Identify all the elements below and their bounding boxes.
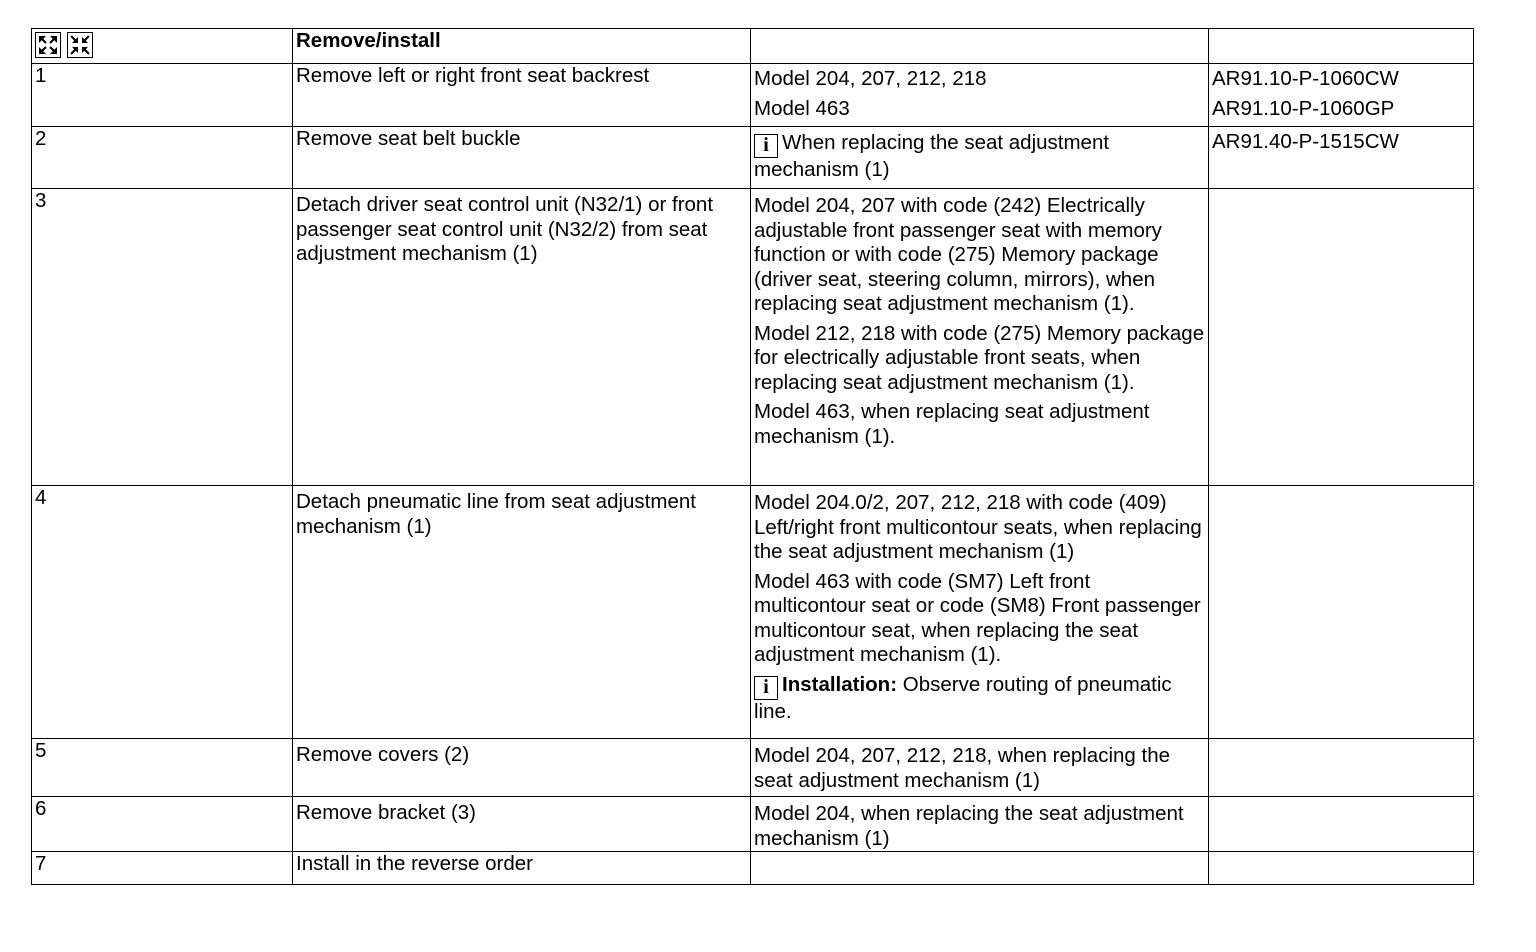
note-paragraph: Model 463, when replacing seat adjustment mechanism (1). [754,400,1150,448]
step-text: Detach pneumatic line from seat adjustment mechanism (1) [293,486,751,739]
refs-cell [1209,189,1474,486]
notes-cell [751,739,1209,797]
note-paragraph: Model 204.0/2, 207, 212, 218 with code (409) Left/right front multicontour seats, when replacing the seat adjustment mechanism (1) [754,491,1202,563]
refs-cell [1209,739,1474,797]
table-row [32,64,1474,127]
step-text: Remove seat belt buckle [293,127,751,189]
note-text: When replacing the seat adjustment mechanism (1) [754,131,1110,181]
step-text: Remove covers (2) [293,739,751,797]
header-empty-cell [1209,29,1474,64]
header-controls-cell [32,29,293,64]
note-paragraph: Model 463 with code (SM7) Left front multicontour seat or code (SM8) Front passenger multicontour seat, when replacing the seat adjustment mechanism (1). [754,569,1201,666]
step-number: 2 [32,127,293,189]
refs-cell [1209,852,1474,885]
info-icon: i [754,676,778,700]
step-number: 3 [32,189,293,486]
table-header-row [32,29,1474,64]
table-row [32,127,1474,189]
note-paragraph: Model 212, 218 with code (275) Memory package for electrically adjustable front seats, when replacing seat adjustment mechanism (1). [754,321,1205,394]
procedure-table [31,28,1474,885]
refs-cell [1209,127,1474,189]
table-row [32,189,1474,486]
note-paragraph: Model 204, 207, 212, 218, when replacing the seat adjustment mechanism (1) [754,744,1170,792]
notes-cell [751,486,1209,739]
reference-link[interactable]: AR91.10-P-1060CW [1212,67,1399,90]
table-row [32,797,1474,852]
reference-link[interactable]: AR91.40-P-1515CW [1212,130,1399,153]
refs-cell [1209,486,1474,739]
note-line: Model 204, 207, 212, 218 [754,67,987,90]
step-number: 7 [32,852,293,885]
step-number: 5 [32,739,293,797]
notes-cell [751,189,1209,486]
reference-link[interactable]: AR91.10-P-1060GP [1212,97,1395,120]
step-text: Install in the reverse order [293,852,751,885]
step-text: Remove left or right front seat backrest [293,64,751,127]
header-empty-cell [751,29,1209,64]
step-text: Remove bracket (3) [293,797,751,852]
installation-label: Installation: [782,672,898,696]
step-text: Detach driver seat control unit (N32/1) or front passenger seat control unit (N32/2) from seat adjustment mechanism (1) [293,189,751,486]
expand-icon[interactable] [35,32,61,58]
header-title: Remove/install [293,29,751,64]
table-row [32,852,1474,885]
note-line: Model 463 [754,97,850,120]
collapse-icon[interactable] [67,32,93,58]
table-row [32,486,1474,739]
info-icon: i [754,134,778,158]
notes-cell [751,64,1209,127]
notes-cell [751,797,1209,852]
note-text: Observe routing of pneumatic line. [754,672,1172,723]
notes-cell [751,852,1209,885]
note-paragraph: Model 204, 207 with code (242) Electrically adjustable front passenger seat with memory function or with code (275) Memory package (driver seat, steering column, mirrors), when replacing seat adjustment mechanism (1). [754,194,1162,315]
refs-cell [1209,797,1474,852]
notes-cell [751,127,1209,189]
note-paragraph: Model 204, when replacing the seat adjustment mechanism (1) [754,802,1184,850]
step-number: 6 [32,797,293,852]
refs-cell [1209,64,1474,127]
step-number: 1 [32,64,293,127]
step-number: 4 [32,486,293,739]
table-row [32,739,1474,797]
